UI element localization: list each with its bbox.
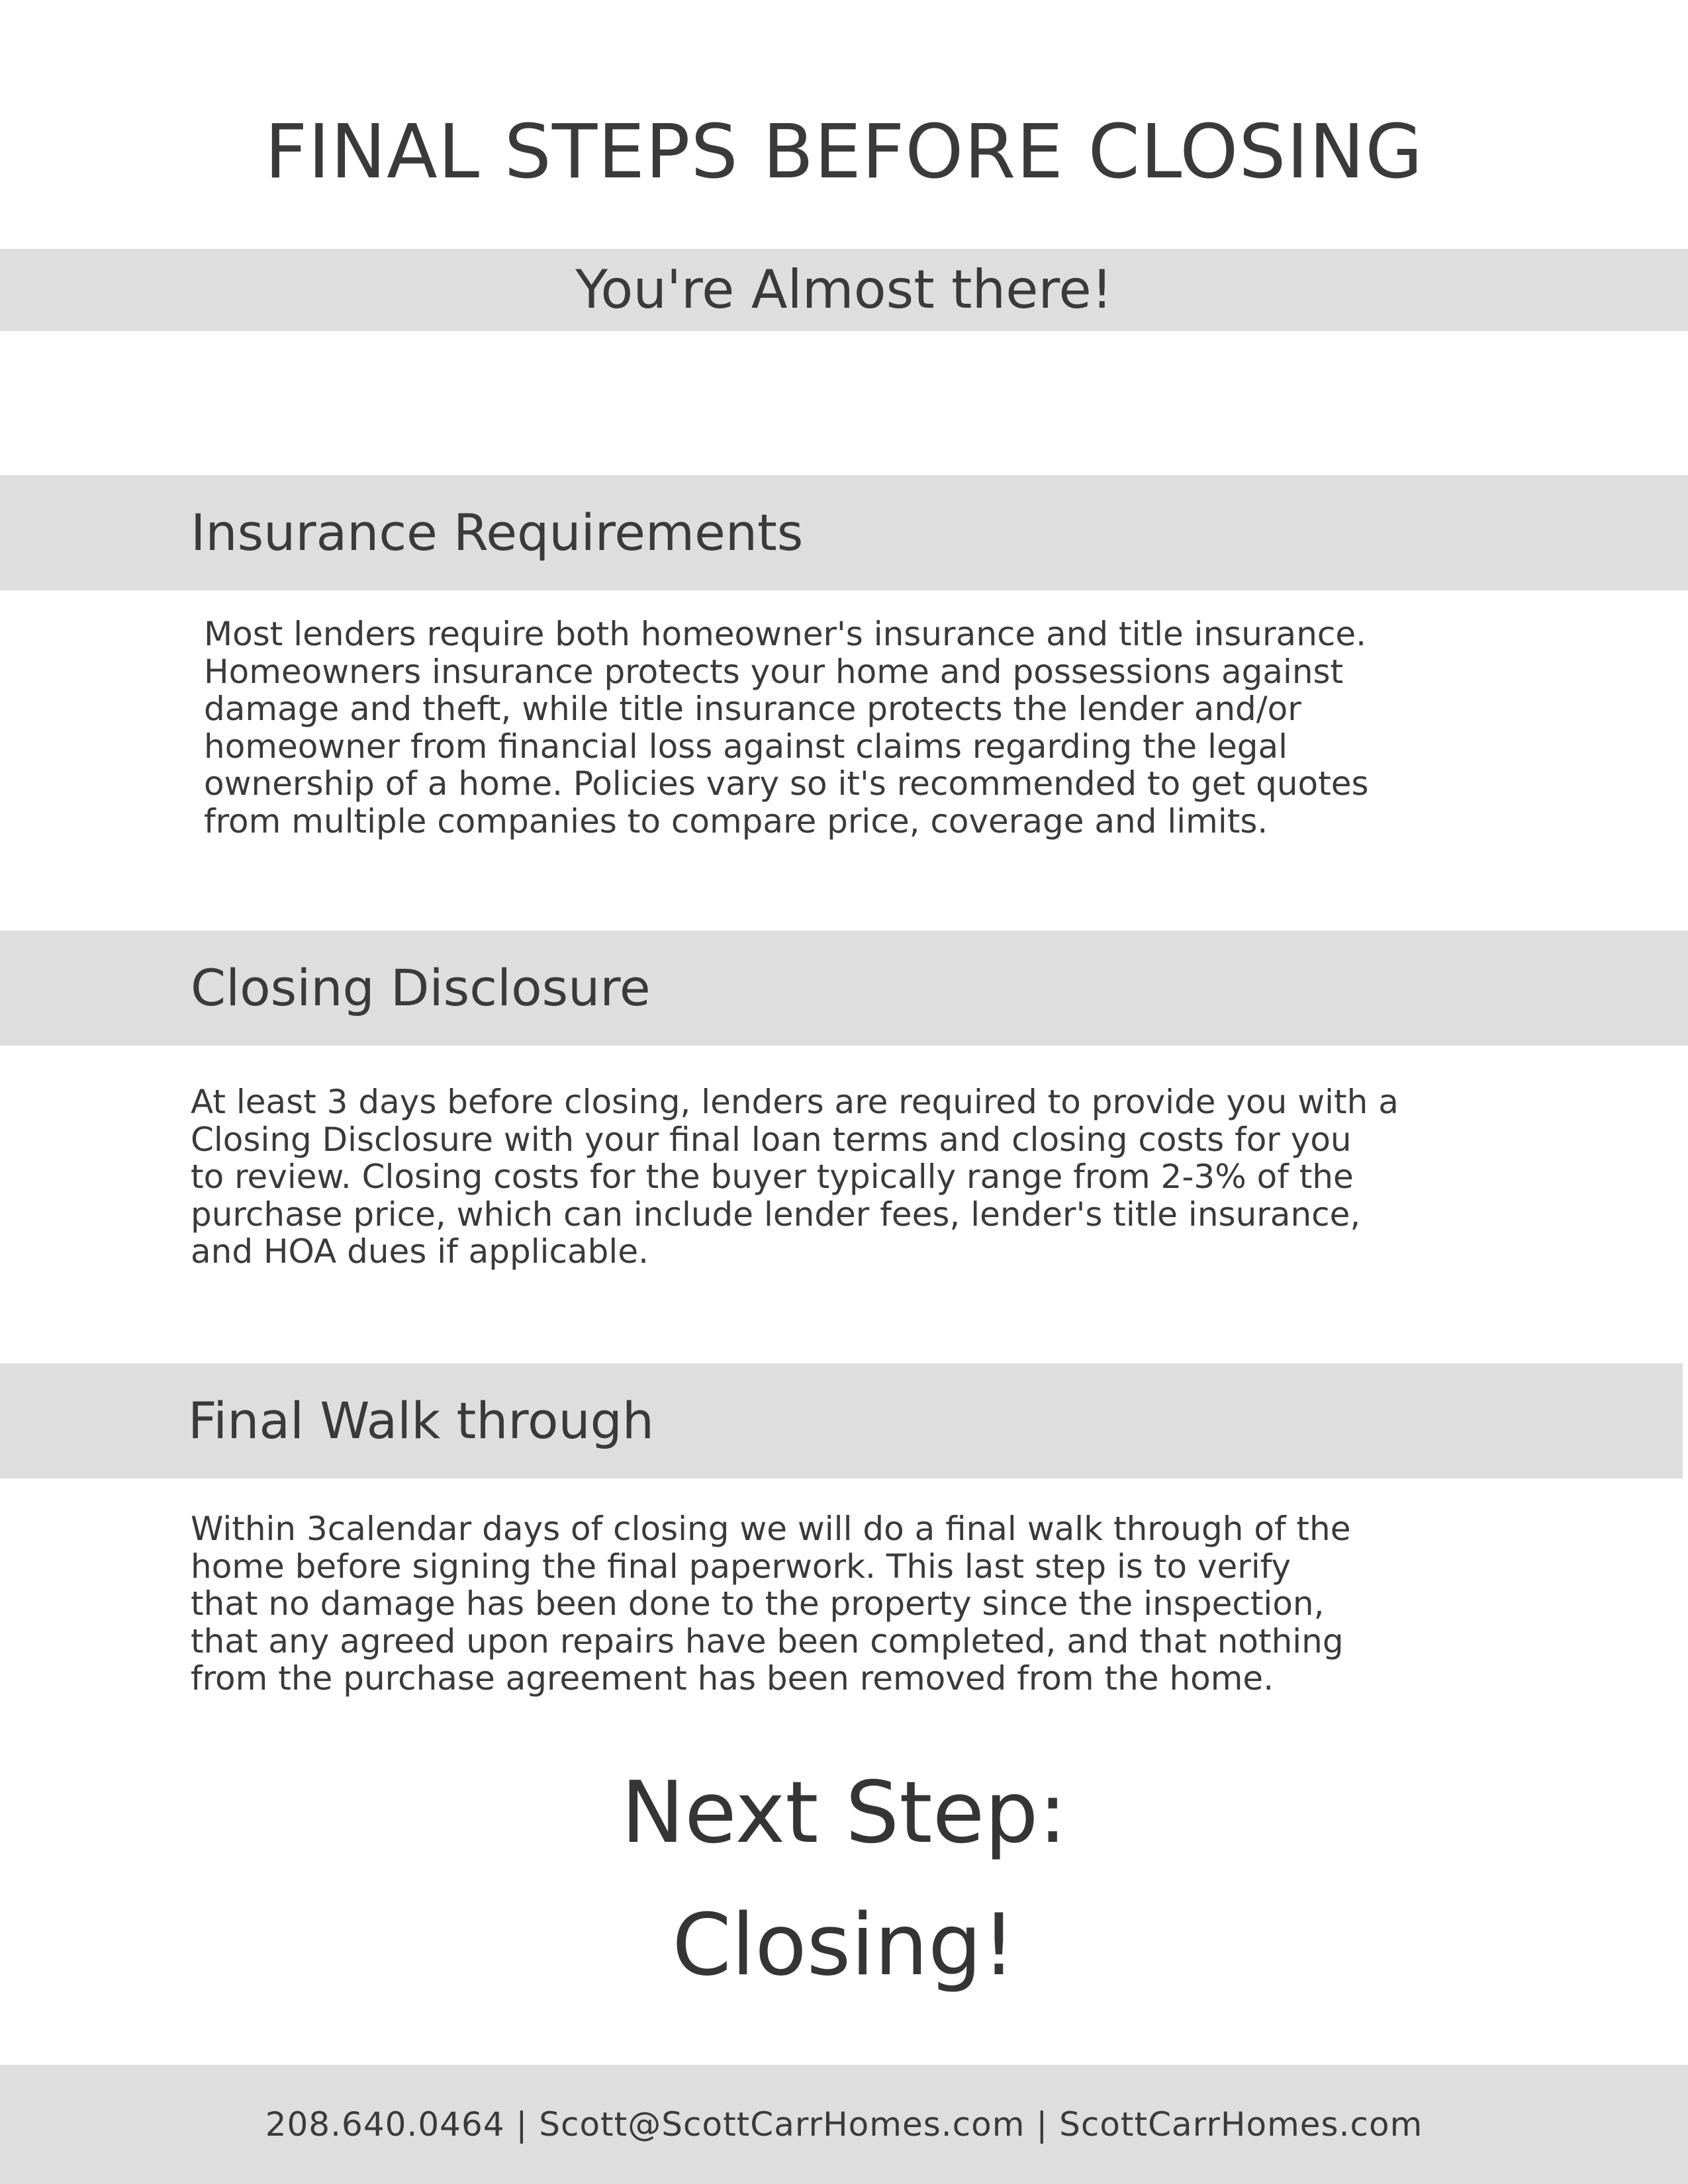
section-body-closing-disclosure <box>191 1083 1399 1271</box>
body-line: Most lenders require both homeowner's insurance and title insurance. <box>204 615 1367 653</box>
body-line: that no damage has been done to the property since the inspection, <box>191 1584 1325 1623</box>
body-line: that any agreed upon repairs have been completed, and that nothing <box>191 1621 1344 1661</box>
section-body-final-walk-through <box>191 1510 1351 1698</box>
body-line: At least 3 days before closing, lenders are required to provide you with a <box>191 1083 1399 1121</box>
next-step-callout <box>0 1747 1688 2012</box>
next-step-label: Next Step: <box>621 1764 1067 1862</box>
section-header-closing-disclosure <box>0 931 1688 1046</box>
body-line: damage and theft, while title insurance protects the lender and/or <box>204 690 1301 728</box>
body-line: Closing Disclosure with your final loan terms and closing costs for you <box>191 1120 1352 1159</box>
body-line: homeowner from financial loss against claims regarding the legal <box>204 727 1288 766</box>
body-line: from multiple companies to compare price, coverage and limits. <box>204 801 1268 841</box>
body-line: Within 3calendar days of closing we will do a final walk through of the <box>191 1510 1351 1548</box>
section-heading: Insurance Requirements <box>191 503 804 562</box>
section-body-insurance <box>204 615 1369 840</box>
section-heading: Final Walk through <box>188 1391 655 1450</box>
footer <box>0 2065 1688 2184</box>
body-line: to review. Closing costs for the buyer typically range from 2-3% of the <box>191 1158 1354 1196</box>
footer-contact: 208.640.0464 | Scott@ScottCarrHomes.com | ScottCarrHomes.com <box>265 2105 1423 2144</box>
body-line: and HOA dues if applicable. <box>191 1232 649 1271</box>
subtitle-band <box>0 249 1688 331</box>
section-header-insurance <box>0 475 1688 590</box>
body-line: ownership of a home. Policies vary so it's recommended to get quotes <box>204 764 1369 803</box>
section-header-final-walk-through <box>0 1363 1683 1479</box>
body-line: purchase price, which can include lender fees, lender's title insurance, <box>191 1195 1361 1234</box>
body-line: home before signing the final paperwork. This last step is to verify <box>191 1547 1291 1586</box>
section-heading: Closing Disclosure <box>191 958 651 1017</box>
page-title: FINAL STEPS BEFORE CLOSING <box>264 109 1424 195</box>
next-step-value: Closing! <box>672 1896 1016 1995</box>
body-line: Homeowners insurance protects your home and possessions against <box>204 652 1344 691</box>
body-line: from the purchase agreement has been removed from the home. <box>191 1659 1274 1698</box>
page-subtitle: You're Almost there! <box>575 259 1113 320</box>
